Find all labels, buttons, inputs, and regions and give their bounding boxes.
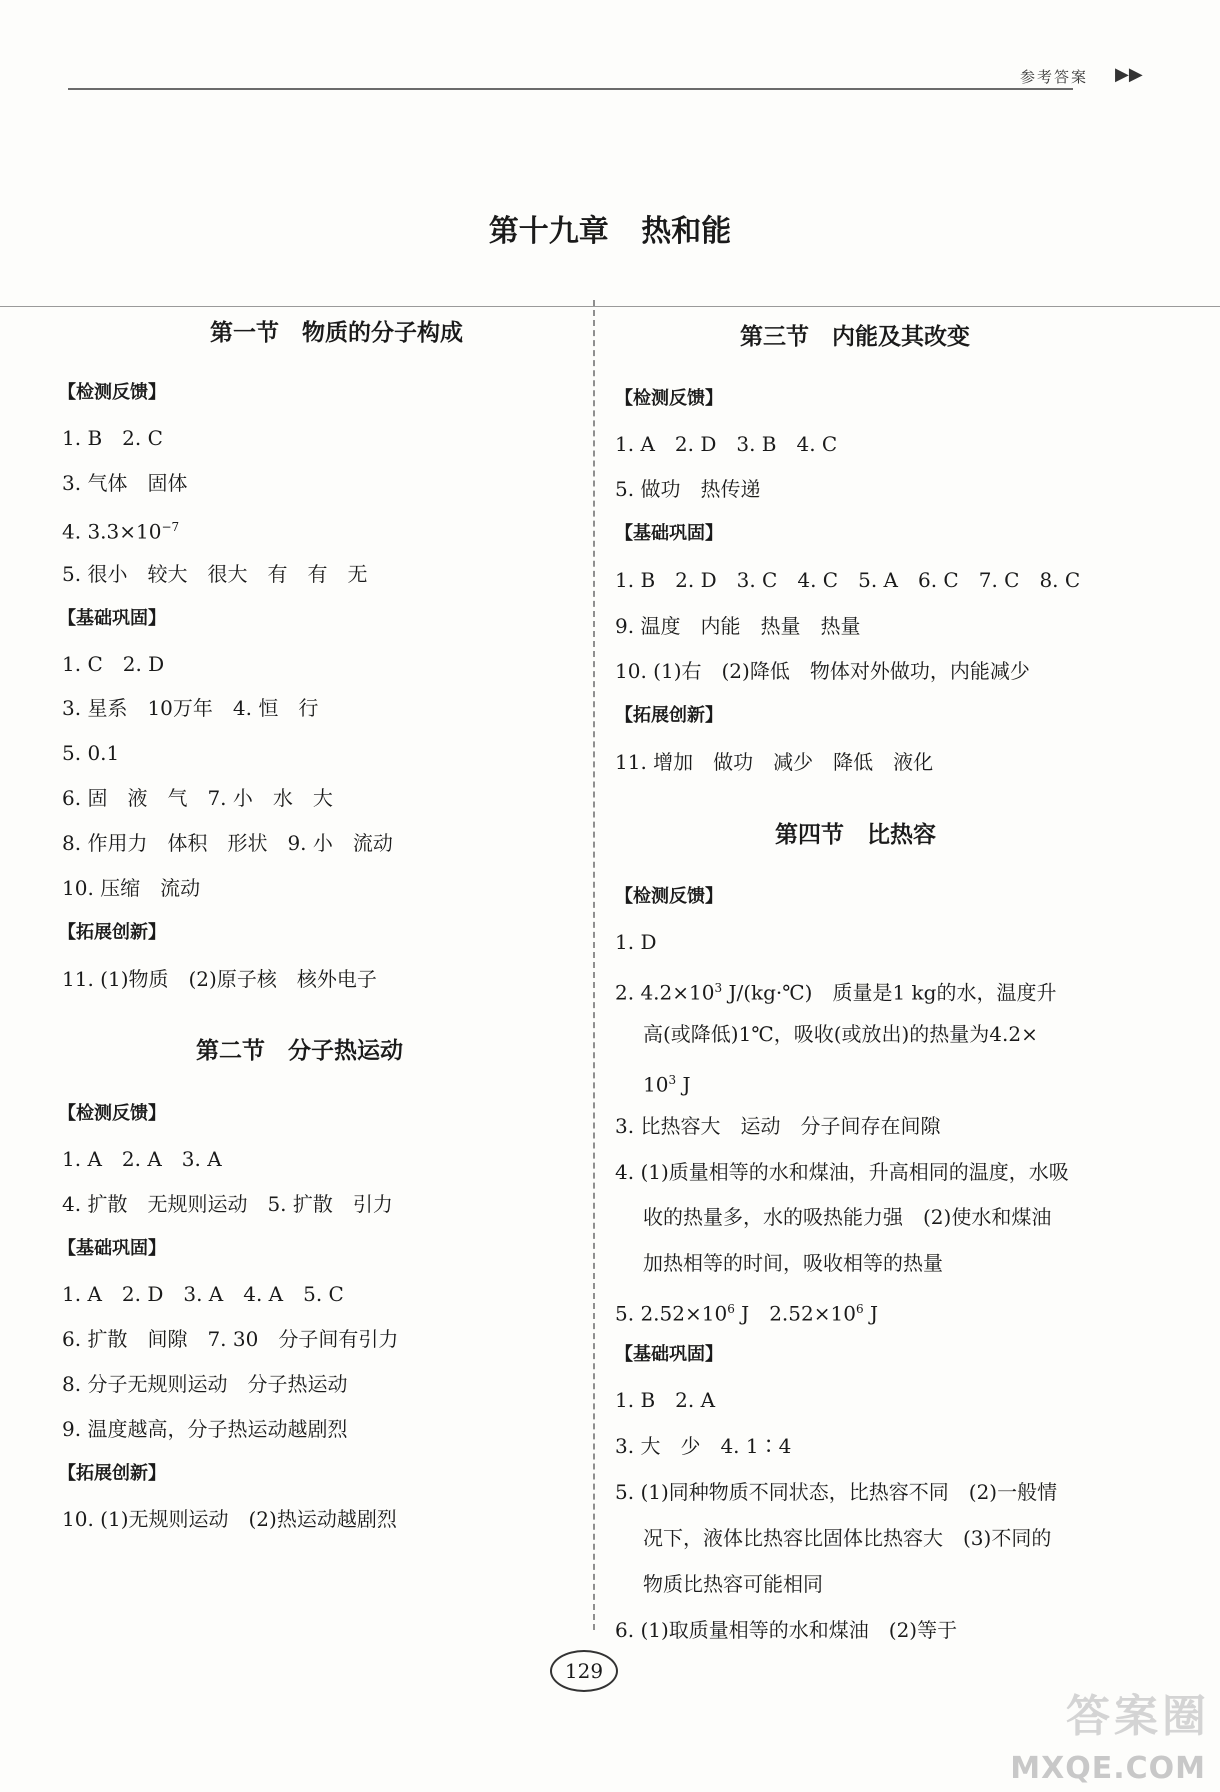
answer-line: 1. B 2. D 3. C 4. C 5. A 6. C 7. C 8. C (615, 568, 1081, 592)
tag-basic: 【基础巩固】 (58, 1238, 166, 1259)
page-number: 129 (550, 1650, 618, 1692)
column-divider (593, 300, 595, 1630)
answer-line: 况下，液体比热容比固体比热容大 (3)不同的 (643, 1526, 1052, 1550)
answer-line: 1. A 2. D 3. A 4. A 5. C (62, 1282, 344, 1306)
answer-line: 1. D (615, 930, 657, 954)
header-arrow-icon: ▶▶ (1115, 64, 1143, 85)
answer-line: 1. A 2. A 3. A (62, 1147, 222, 1171)
answer-line: 收的热量多，水的吸热能力强 (2)使水和煤油 (643, 1205, 1052, 1229)
answer-line: 6. 固 液 气 7. 小 水 大 (62, 786, 333, 810)
answer-line: 8. 分子无规则运动 分子热运动 (62, 1372, 348, 1396)
answer-line: 5. 做功 热传递 (615, 477, 761, 501)
answer-line: $10^3$ J (643, 1072, 691, 1097)
answer-line: 5. $2.52\times 10^6$ J $2.52\times 10^6$ J (615, 1301, 878, 1326)
section-rule (0, 306, 1220, 307)
answer-line: 1. C 2. D (62, 652, 165, 676)
answer-line: 1. B 2. C (62, 426, 163, 450)
chapter-title: 第十九章 热和能 (488, 214, 732, 249)
tag-check: 【检测反馈】 (615, 388, 723, 409)
answer-line: 1. B 2. A (615, 1388, 716, 1412)
answer-line: 9. 温度 内能 热量 热量 (615, 614, 861, 638)
answer-line: 5. 0.1 (62, 741, 120, 765)
answer-line: 3. 星系 10万年 4. 恒 行 (62, 696, 319, 720)
answer-line: 6. (1)取质量相等的水和煤油 (2)等于 (615, 1618, 958, 1642)
answer-line: 4. $3.3\times 10^{-7}$ (62, 519, 180, 544)
section-title-3: 第三节 内能及其改变 (740, 324, 970, 350)
answer-line: 10. 压缩 流动 (62, 876, 201, 900)
tag-check: 【检测反馈】 (58, 382, 166, 403)
answer-line: 10. (1)无规则运动 (2)热运动越剧烈 (62, 1507, 397, 1531)
tag-basic: 【基础巩固】 (615, 1344, 723, 1365)
tag-extend: 【拓展创新】 (58, 1463, 166, 1484)
answer-line: 11. (1)物质 (2)原子核 核外电子 (62, 967, 377, 991)
answer-line: 3. 气体 固体 (62, 471, 188, 495)
section-title-4: 第四节 比热容 (775, 822, 936, 848)
tag-basic: 【基础巩固】 (58, 608, 166, 629)
tag-check: 【检测反馈】 (615, 886, 723, 907)
watermark-site: MXQE.COM (1010, 1751, 1206, 1786)
answer-line: 10. (1)右 (2)降低 物体对外做功，内能减少 (615, 659, 1030, 683)
answer-line: 2. $4.2\times 10^3$ J/(kg·℃) 质量是1 kg的水，温度升 (615, 980, 1057, 1005)
answer-line: 3. 比热容大 运动 分子间存在间隙 (615, 1114, 941, 1138)
answer-line: 高(或降低)1℃，吸收(或放出)的热量为4.2× (643, 1022, 1038, 1046)
answer-line: 8. 作用力 体积 形状 9. 小 流动 (62, 831, 393, 855)
answer-line: 9. 温度越高，分子热运动越剧烈 (62, 1417, 348, 1441)
section-title-1: 第一节 物质的分子构成 (210, 320, 463, 346)
header-label: 参考答案 (1020, 68, 1089, 86)
answer-line: 1. A 2. D 3. B 4. C (615, 432, 838, 456)
watermark-logo: 答案圈 (1066, 1691, 1210, 1742)
answer-line: 5. 很小 较大 很大 有 有 无 (62, 562, 368, 586)
answer-line: 6. 扩散 间隙 7. 30 分子间有引力 (62, 1327, 399, 1351)
answer-line: 11. 增加 做功 减少 降低 液化 (615, 750, 934, 774)
answer-line: 4. (1)质量相等的水和煤油，升高相同的温度，水吸 (615, 1160, 1069, 1184)
answer-line: 物质比热容可能相同 (643, 1572, 823, 1596)
answer-line: 加热相等的时间，吸收相等的热量 (643, 1251, 943, 1275)
header-rule (68, 88, 1073, 90)
tag-extend: 【拓展创新】 (615, 705, 723, 726)
answer-line: 3. 大 少 4. 1∶4 (615, 1434, 792, 1458)
tag-basic: 【基础巩固】 (615, 523, 723, 544)
answer-line: 4. 扩散 无规则运动 5. 扩散 引力 (62, 1192, 393, 1216)
section-title-2: 第二节 分子热运动 (196, 1038, 403, 1064)
tag-extend: 【拓展创新】 (58, 922, 166, 943)
answer-line: 5. (1)同种物质不同状态，比热容不同 (2)一般情 (615, 1480, 1058, 1504)
tag-check: 【检测反馈】 (58, 1103, 166, 1124)
